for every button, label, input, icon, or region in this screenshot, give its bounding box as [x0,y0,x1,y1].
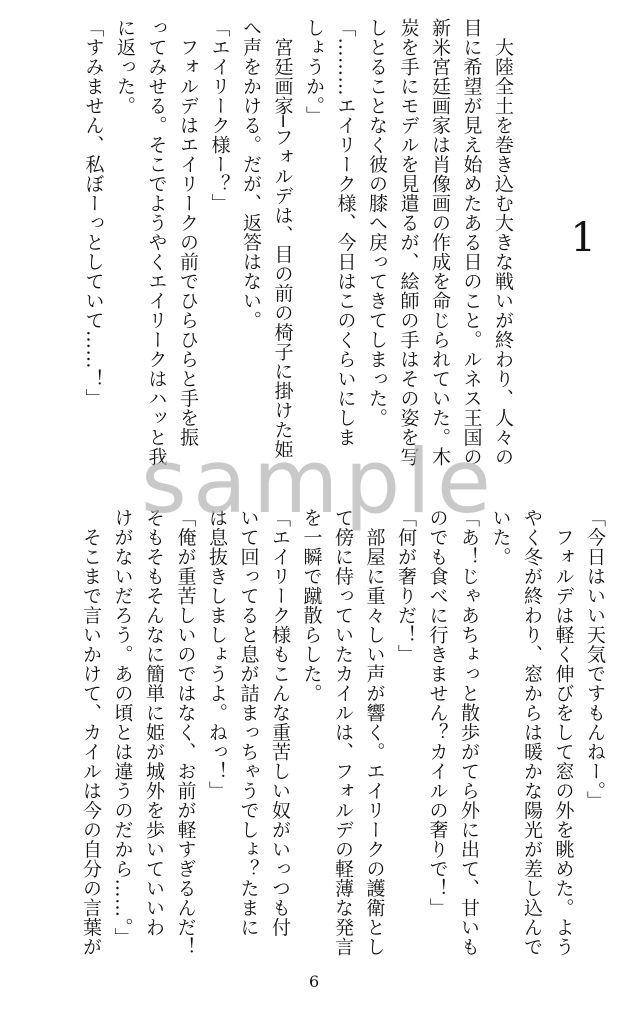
text-line: 「エイリーク様ー？」 [208,18,231,213]
text-line: しょうか。」 [303,18,325,126]
text-line: へ声をかける。だが、返答はない。 [240,18,262,330]
text-line: 「………エイリーク様、今日はこのくらいにしま [334,18,357,447]
text-line: そもそもそんなに簡単に姫が城外を歩いていいわ [143,508,165,937]
text-line: は息抜きしましょうよ。ねっ！」 [206,508,228,801]
text-line: 目に希望が見え始めたある日のこと。ルネス王国の [460,18,483,467]
text-line: 「すみません、私ぼーっとしていて……！」 [82,18,105,408]
page-number: 6 [309,972,320,991]
text-line: そこまで言いかけて、カイルは今の自分の言葉が [80,508,102,957]
text-line: いて回ってると息が詰まっちゃうでしょ？たまに [237,508,260,937]
text-line: に返った。 [114,18,136,116]
text-line: しとることなく彼の膝へ戻ってきてしまった。 [366,18,388,428]
text-line: 「俺が重苦しいのではなく、お前が軽すぎるんだ！ [174,508,197,957]
text-line: 「何が奢りだ！」 [395,508,417,664]
text-line: フォルデはエイリークの前でひらひらと手を振 [177,18,199,447]
upper-text-block [77,18,518,467]
text-line: いた。 [489,508,512,567]
text-line: て傍に侍っていたカイルは、フォルデの軽薄な発言 [332,508,354,957]
text-line: のでも食べに行きません？カイルの奢りで！」 [426,508,449,918]
text-line: フォルデは軽く伸びをして窓の外を眺めた。よう [552,508,575,957]
text-line: ってみせる。そこでようやくエイリークはハッと我 [145,18,168,467]
text-line: 宮廷画家─フォルデは、目の前の椅子に掛けた姫 [271,18,294,459]
text-line: 新米宮廷画家は肖像画の作成を命じられていた。木 [429,18,451,467]
text-line: を一瞬で蹴散らした。 [300,508,323,703]
text-line: 大陸全土を巻き込む大きな戦いが終わり、人々の [492,18,514,467]
text-line: 「あ！じゃあちょっと散歩がてら外に出て、甘いも [458,508,480,957]
chapter-number: 1 [570,215,596,261]
lower-text-block [75,508,611,957]
text-line: やく冬が終わり、窓からは暖かな陽光が差し込んで [521,508,543,957]
text-line: 「今日はいい天気ですもんねー。」 [584,508,606,811]
text-line: 部屋に重々しい声が響く。エイリークの護衛とし [363,508,386,957]
text-line: けがないだろう。あの頃とは違うのだから……。」 [111,508,134,947]
text-line: 「エイリーク様もこんな重苦しい奴がいっつも付 [269,508,291,937]
text-line: 炭を手にモデルを見遣るが、絵師の手はその姿を写 [397,18,420,467]
sample-watermark: sample [141,430,497,533]
